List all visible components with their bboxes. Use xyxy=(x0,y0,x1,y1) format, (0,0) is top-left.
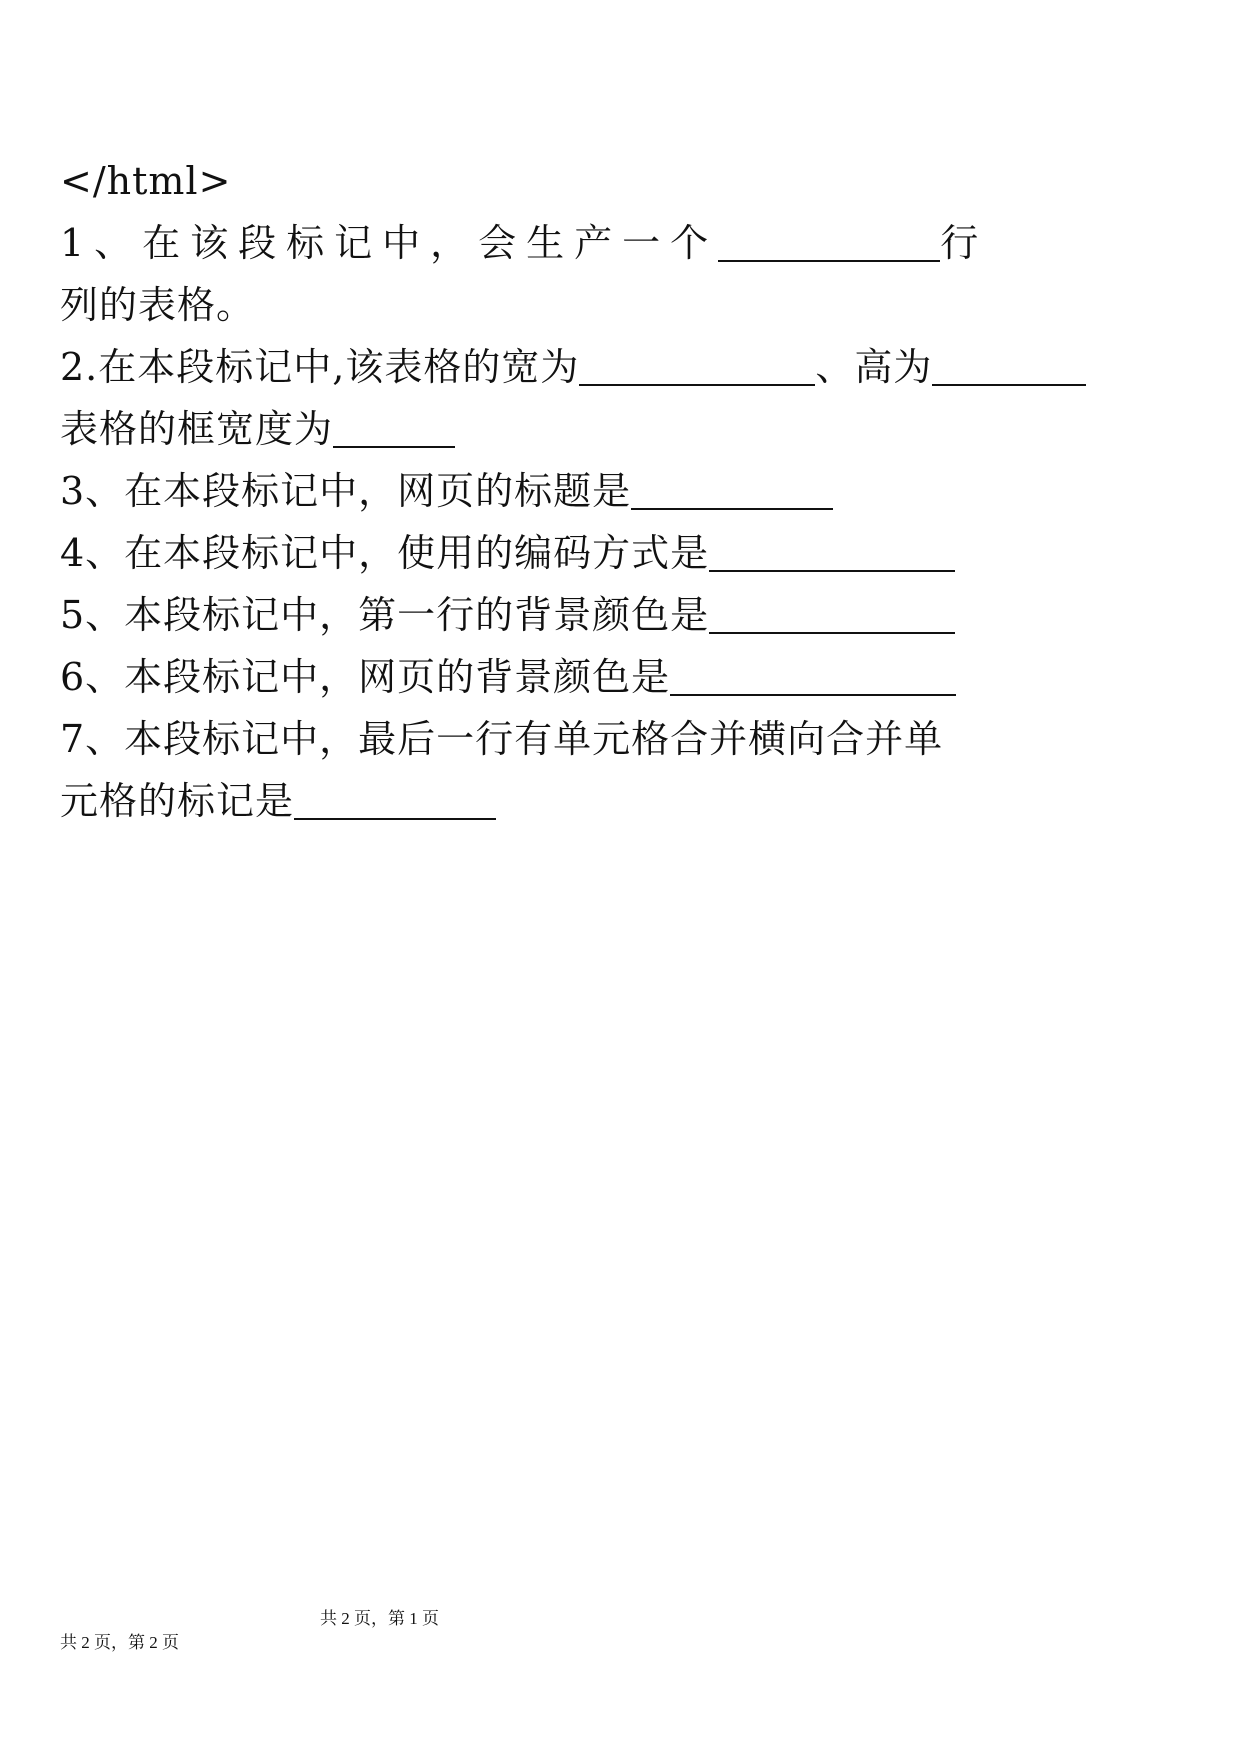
question-2-line-2 xyxy=(60,398,1241,460)
question-7-line-2 xyxy=(60,770,1241,832)
question-2-width-blank[interactable] xyxy=(579,340,815,386)
page-footer-1: 共 2 页，第 1 页 xyxy=(320,1609,439,1628)
question-2-border-blank[interactable] xyxy=(333,402,455,448)
question-6-line xyxy=(60,646,1241,708)
question-7-answer-blank[interactable] xyxy=(294,774,496,820)
question-6-answer-blank[interactable] xyxy=(670,650,956,696)
question-5-answer-blank[interactable] xyxy=(709,588,955,634)
question-2-height-label: 、高为 xyxy=(815,345,933,389)
closing-html-tag: </html> xyxy=(60,159,232,203)
question-5-line xyxy=(60,584,1241,646)
page-footer-2: 共 2 页，第 2 页 xyxy=(60,1633,179,1652)
question-3-line xyxy=(60,460,1241,522)
question-3-text: 3、在本段标记中，网页的标题是 xyxy=(60,469,632,513)
question-1-line-2 xyxy=(60,274,1241,336)
question-1-text-after: 行 xyxy=(940,221,989,265)
worksheet-content xyxy=(60,150,1241,832)
question-2-text: 2.在本段标记中,该表格的宽为 xyxy=(60,345,580,389)
question-1-continuation: 列的表格。 xyxy=(60,283,256,327)
question-5-text: 5、本段标记中，第一行的背景颜色是 xyxy=(60,593,710,637)
question-7-line-1 xyxy=(60,708,1241,770)
question-4-text: 4、在本段标记中，使用的编码方式是 xyxy=(60,531,710,575)
question-2-line-1 xyxy=(60,336,1241,398)
question-1-text: 1、在该段标记中，会生产一个 xyxy=(60,221,719,265)
question-1-line-1 xyxy=(60,212,1241,274)
question-4-answer-blank[interactable] xyxy=(709,526,955,572)
question-7-continuation: 元格的标记是 xyxy=(60,779,295,823)
question-3-answer-blank[interactable] xyxy=(631,464,833,510)
question-1-answer-blank[interactable] xyxy=(718,216,940,262)
question-6-text: 6、本段标记中，网页的背景颜色是 xyxy=(60,655,671,699)
question-2-height-blank[interactable] xyxy=(932,340,1086,386)
question-2-continuation: 表格的框宽度为 xyxy=(60,407,334,451)
question-7-text: 7、本段标记中，最后一行有单元格合并横向合并单 xyxy=(60,717,944,761)
question-4-line xyxy=(60,522,1241,584)
